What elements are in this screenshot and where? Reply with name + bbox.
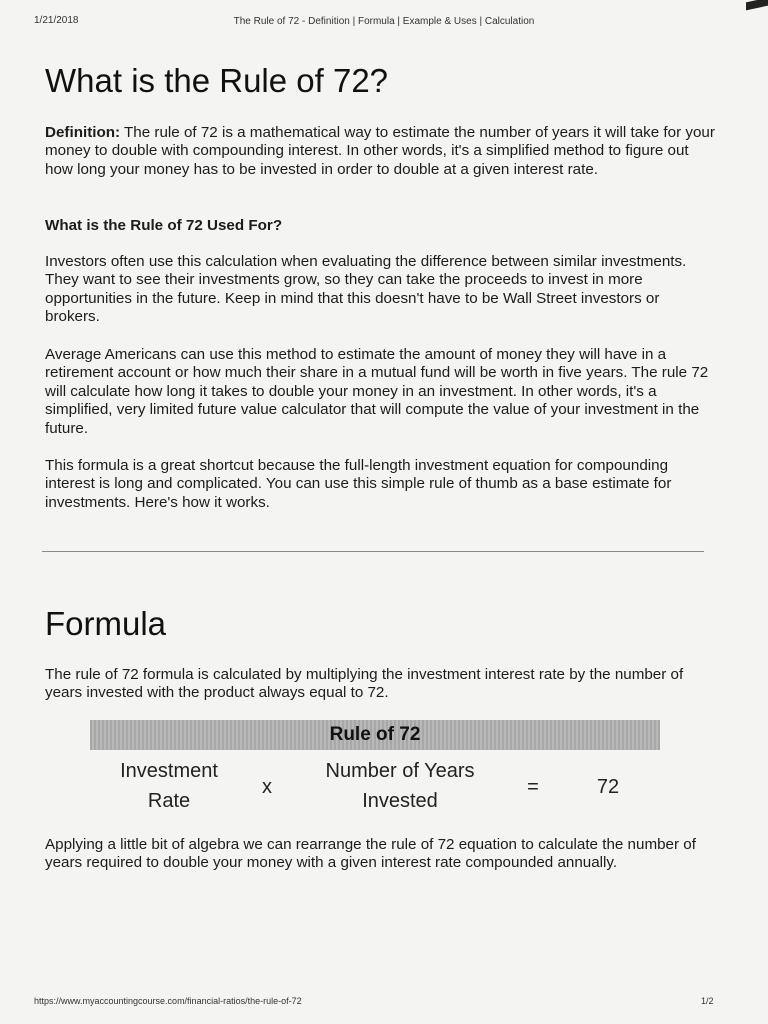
formula-term-1-line-1: Investment (120, 760, 218, 782)
formula-result: 72 (596, 776, 620, 798)
section-divider (42, 551, 704, 552)
formula-title-bar (90, 720, 660, 750)
footer-url: https://www.myaccountingcourse.com/financial-ratios/the-rule-of-72 (34, 996, 302, 1006)
definition-text: The rule of 72 is a mathematical way to estimate the number of years it will take for your money to double with compounding interest. In other words, it's a simplified method to figure out how long your money has to be invested in order to double at a given interest rate. (45, 124, 715, 178)
formula-intro: The rule of 72 formula is calculated by multiplying the investment interest rate by the number of years invested with the product always equal to 72. (45, 666, 684, 702)
uses-paragraph-3: This formula is a great shortcut because the full-length investment equation for compounding interest is long and complicated. You can use this simple rule of thumb as a base estimate for investments. Here's how it works. (45, 457, 672, 511)
formula-equals-sign: = (527, 776, 539, 798)
formula-multiply-operator: x (262, 776, 272, 798)
page-title: What is the Rule of 72? (45, 62, 389, 99)
formula-heading: Formula (45, 605, 167, 642)
print-page-title: The Rule of 72 - Definition | Formula | Example & Uses | Calculation (233, 16, 535, 27)
formula-term-2-line-1: Number of Years (325, 760, 475, 782)
formula-term-2-line-2: Invested (362, 790, 438, 812)
definition-paragraph (45, 124, 715, 179)
uses-paragraph-2: Average Americans can use this method to estimate the amount of money they will have in a retirement account or how much their share in a mutual fund will be worth in five years. The rule 72 will calculate how long it takes to double your money in an investment. In other words, it's a simplified, very limited future value calculator that will compute the value of your investment in the future. (45, 346, 709, 437)
print-date: 1/21/2018 (34, 15, 79, 26)
formula-term-interest-rate (94, 756, 244, 816)
definition-label: Definition: (45, 124, 121, 141)
uses-subheading: What is the Rule of 72 Used For? (45, 217, 283, 234)
uses-paragraph-1: Investors often use this calculation when evaluating the difference between similar investments. They want to see their investments grow, so they can take the proceeds to invest in more opportunities in the future. Keep in mind that this doesn't have to be Wall Street investors or brokers. (45, 253, 687, 326)
formula-title: Rule of 72 (329, 724, 421, 745)
scan-edge-mark (746, 0, 768, 10)
formula-term-1-line-2: Rate (147, 790, 191, 812)
formula-term-years (300, 756, 500, 816)
formula-outro: Applying a little bit of algebra we can rearrange the rule of 72 equation to calculate the number of years required to double your money with a given interest rate compounded annually. (45, 836, 696, 872)
footer-page-number: 1/2 (701, 996, 714, 1006)
